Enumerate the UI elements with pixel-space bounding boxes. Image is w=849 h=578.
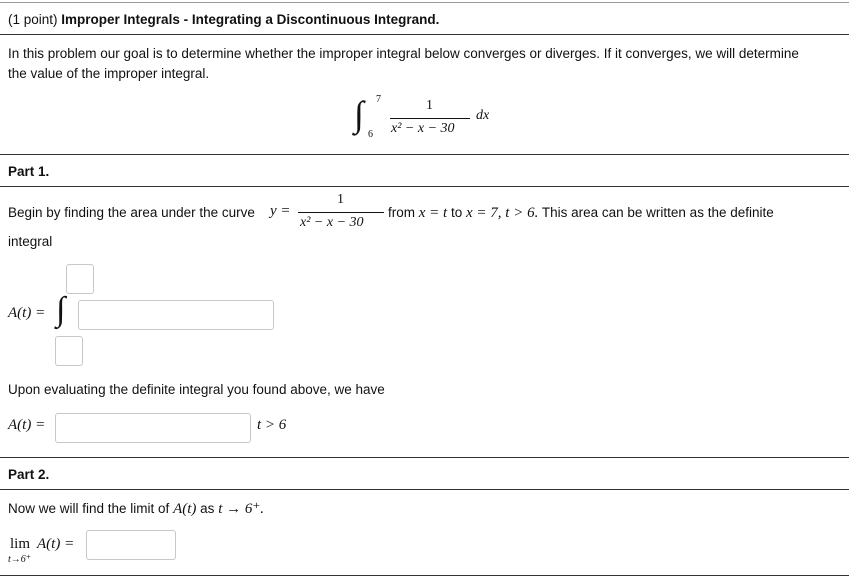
part1-frac-num: 1 [337,192,344,207]
integrand-input[interactable] [78,300,274,330]
intro-text: In this problem our goal is to determine whether the improper integral below converges or diverges. If it converges, we will determine the value of the improper integral. [8,46,799,81]
limit-result-input[interactable] [86,530,176,560]
part1-y-eq: y = [270,203,291,219]
part2-lim: lim [10,536,31,552]
title-text: Improper Integrals - Integrating a Discontinuous Integrand. [61,12,440,27]
divider-3 [0,457,849,458]
integral-upper: 7 [376,94,381,105]
part1-condition: t > 6 [257,417,287,433]
part2-lim-A: A(t) = [37,536,75,552]
part1-range: from x = t to x = 7, t > 6. This area can be written as the definite [388,205,774,221]
part1-fraction [298,194,384,234]
integral-dx: dx [476,108,490,123]
integral-denominator: x² − x − 30 [391,121,455,136]
top-divider [0,2,849,3]
integral-fraction-bar [390,118,470,119]
part1-A-label-2: A(t) = [8,417,46,433]
lower-limit-input[interactable] [55,336,83,366]
part1-heading: Part 1. [8,164,50,179]
part2-lim-sub: t→6⁺ [8,554,32,565]
integral-sign-icon: ∫ [354,94,364,134]
part1-divider [0,186,849,187]
part1-frac-den: x² − x − 30 [300,215,364,230]
part1-evaluate-text: Upon evaluating the definite integral you found above, we have [8,382,385,397]
area-result-input[interactable] [55,413,251,443]
points-label: (1 point) [8,12,58,27]
part1-text-before: Begin by finding the area under the curve [8,205,255,220]
part1-integral-word: integral [8,234,53,249]
part2-text: Now we will find the limit of A(t) as t → 6⁺. [8,501,265,517]
title-divider [0,34,849,35]
integral-lower: 6 [368,129,373,140]
integral-numerator: 1 [426,98,433,113]
part1-A-label: A(t) = [8,305,46,321]
part2-heading: Part 2. [8,467,50,482]
problem-title [8,12,439,27]
integral-sign-icon-2: ∫ [56,291,66,328]
part2-divider [0,489,849,490]
part1-fraction-bar [298,212,384,213]
upper-limit-input[interactable] [66,264,94,294]
bottom-divider [0,575,849,576]
main-integral [350,92,510,147]
divider-2 [0,154,849,155]
